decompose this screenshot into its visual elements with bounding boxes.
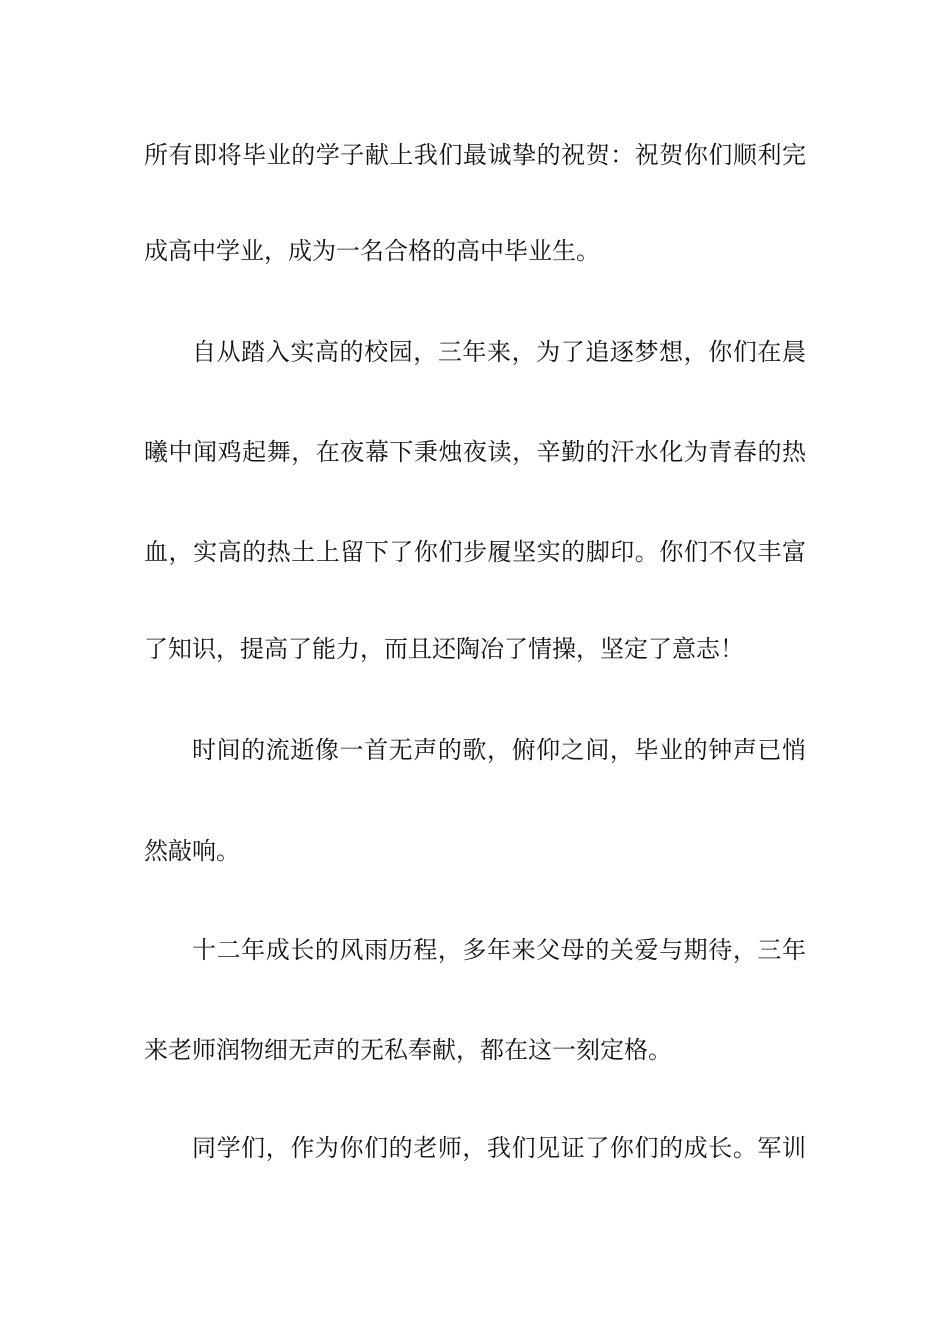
- text-line-1: 所有即将毕业的学子献上我们最诚挚的祝贺：祝贺你们顺利完: [144, 141, 806, 169]
- text-line-8: 然敲响。: [144, 837, 240, 865]
- text-line-9: 十二年成长的风雨历程，多年来父母的关爱与期待，三年: [192, 936, 806, 964]
- text-line-3: 自从踏入实高的校园，三年来，为了追逐梦想，你们在晨: [192, 338, 806, 366]
- text-line-11: 同学们，作为你们的老师，我们见证了你们的成长。军训: [192, 1134, 806, 1162]
- text-line-4: 曦中闻鸡起舞，在夜幕下秉烛夜读，辛勤的汗水化为青春的热: [144, 438, 806, 466]
- text-line-2: 成高中学业，成为一名合格的高中毕业生。: [144, 237, 600, 265]
- text-line-10: 来老师润物细无声的无私奉献，都在这一刻定格。: [144, 1036, 672, 1064]
- text-line-7: 时间的流逝像一首无声的歌，俯仰之间，毕业的钟声已悄: [192, 736, 806, 764]
- text-line-5: 血，实高的热土上留下了你们步履坚实的脚印。你们不仅丰富: [144, 538, 806, 566]
- text-line-6: 了知识，提高了能力，而且还陶冶了情操，坚定了意志！: [144, 635, 744, 663]
